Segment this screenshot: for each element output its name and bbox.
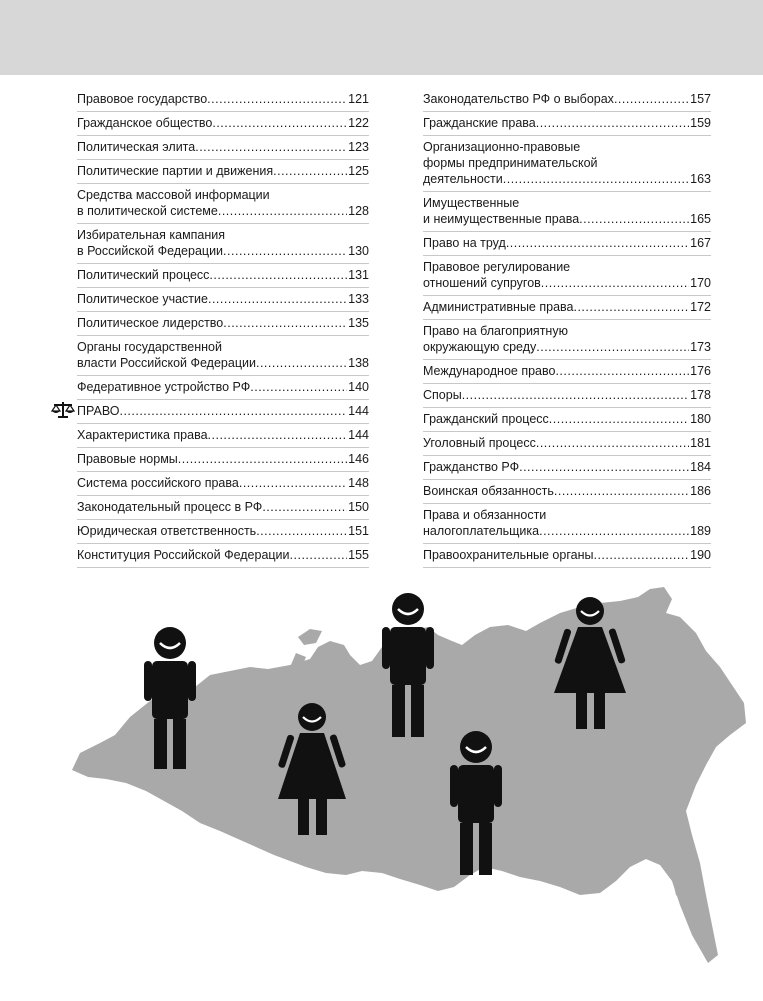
toc-page-number: 170 [690, 276, 711, 290]
toc-entry-title: Права и обязанности [423, 508, 547, 522]
toc-page-number: 150 [348, 500, 369, 514]
scales-icon [51, 401, 75, 419]
toc-entry[interactable] [77, 88, 369, 112]
toc-entry-title: Система российского права [77, 476, 239, 490]
toc-entry-title: Правовые нормы [77, 452, 178, 466]
toc-entry-title: Законодательный процесс в РФ [77, 500, 263, 514]
toc-entry-title: Организационно-правовые [423, 140, 581, 154]
toc-entry-title: Правоохранительные органы [423, 548, 594, 562]
dot-leader [579, 211, 689, 227]
toc-page-number: 121 [348, 92, 369, 106]
dot-leader [536, 115, 689, 131]
toc-page-number: 135 [348, 316, 369, 330]
toc-entry-title: Правовое государство [77, 92, 208, 106]
russia-map-illustration [60, 575, 750, 985]
toc-page-number: 122 [348, 116, 369, 130]
toc-entry-title: Органы государственной [77, 340, 222, 354]
toc-entry[interactable] [423, 456, 711, 480]
toc-entry-title: Законодательство РФ о выборах [423, 92, 614, 106]
toc-entry[interactable] [423, 504, 711, 544]
toc-page-number: 173 [690, 340, 711, 354]
toc-entry-title: отношений супругов [423, 276, 541, 290]
toc-entry[interactable] [423, 432, 711, 456]
dot-leader [209, 267, 347, 283]
toc-entry[interactable] [77, 544, 369, 568]
toc-entry-title: Политический процесс [77, 268, 210, 282]
dot-leader [208, 427, 348, 443]
toc-page-number: 133 [348, 292, 369, 306]
toc-entry-title: Воинская обязанность [423, 484, 554, 498]
toc-entry-title: Юридическая ответственность [77, 524, 257, 538]
toc-entry[interactable] [423, 192, 711, 232]
toc-entry-title: Гражданские права [423, 116, 536, 130]
toc-page-number: 144 [348, 404, 369, 418]
toc-entry[interactable] [423, 544, 711, 568]
toc-entry-title: Уголовный процесс [423, 436, 536, 450]
toc-entry[interactable] [77, 424, 369, 448]
toc-entry-title: Право на труд [423, 236, 506, 250]
toc-page-number: 138 [348, 356, 369, 370]
dot-leader [218, 203, 347, 219]
toc-entry[interactable] [77, 136, 369, 160]
toc-entry-title: Правовое регулирование [423, 260, 571, 274]
toc-entry[interactable] [423, 360, 711, 384]
toc-entry-title: Политическое участие [77, 292, 208, 306]
dot-leader [549, 411, 689, 427]
toc-entry[interactable] [77, 312, 369, 336]
toc-page-number: 165 [690, 212, 711, 226]
toc-page-number: 176 [690, 364, 711, 378]
toc-entry-title: окружающую среду [423, 340, 537, 354]
toc-page-number: 189 [690, 524, 711, 538]
toc-entry-title: Право на благоприятную [423, 324, 568, 338]
toc-entry-title: и неимущественные права [423, 212, 580, 226]
dot-leader [503, 171, 689, 187]
toc-entry[interactable] [423, 256, 711, 296]
toc-entry-title: в Российской Федерации [77, 244, 224, 258]
dot-leader [119, 403, 347, 419]
toc-entry-title: ПРАВО [77, 404, 120, 418]
dot-leader [541, 275, 689, 291]
toc-entry-title: Федеративное устройство РФ [77, 380, 251, 394]
dot-leader [223, 243, 347, 259]
toc-entry[interactable] [77, 112, 369, 136]
toc-page-number: 144 [348, 428, 369, 442]
toc-column-right [423, 88, 711, 568]
toc-entry[interactable] [77, 376, 369, 400]
toc-entry-title: Конституция Российской Федерации [77, 548, 290, 562]
toc-entry[interactable] [77, 184, 369, 224]
toc-entry[interactable] [423, 480, 711, 504]
toc-entry[interactable] [423, 136, 711, 192]
toc-column-left [77, 88, 369, 568]
toc-page-number: 123 [348, 140, 369, 154]
toc-entry[interactable] [423, 320, 711, 360]
toc-entry-title: Международное право [423, 364, 556, 378]
toc-page-number: 130 [348, 244, 369, 258]
toc-entry-title: Гражданское общество [77, 116, 213, 130]
toc-page-number: 163 [690, 172, 711, 186]
toc-page-number: 131 [348, 268, 369, 282]
dot-leader [506, 235, 689, 251]
toc-entry[interactable] [77, 160, 369, 184]
dot-leader [256, 523, 347, 539]
dot-leader [239, 475, 347, 491]
toc-section-heading[interactable] [77, 400, 369, 424]
toc-entry[interactable] [423, 112, 711, 136]
toc-page-number: 172 [690, 300, 711, 314]
dot-leader [290, 547, 348, 563]
toc-page-number: 125 [348, 164, 369, 178]
toc-entry-title: Политические партии и движения [77, 164, 274, 178]
toc-entry[interactable] [77, 288, 369, 312]
dot-leader [262, 499, 347, 515]
toc-entry-title: Характеристика права [77, 428, 208, 442]
toc-entry[interactable] [77, 448, 369, 472]
toc-page-number: 178 [690, 388, 711, 402]
dot-leader [519, 459, 689, 475]
dot-leader [593, 547, 689, 563]
toc-entry-title: формы предпринимательской [423, 156, 598, 170]
header-band [0, 0, 763, 75]
toc-entry[interactable] [423, 88, 711, 112]
toc-page-number: 180 [690, 412, 711, 426]
dot-leader [195, 139, 347, 155]
dot-leader [539, 523, 689, 539]
toc-entry[interactable] [423, 232, 711, 256]
dot-leader [207, 91, 347, 107]
toc-page-number: 184 [690, 460, 711, 474]
dot-leader [250, 379, 347, 395]
toc-page-number: 148 [348, 476, 369, 490]
dot-leader [178, 451, 347, 467]
toc-entry[interactable] [77, 264, 369, 288]
toc-entry-title: Имущественные [423, 196, 520, 210]
toc-page-number: 146 [348, 452, 369, 466]
dot-leader [273, 163, 347, 179]
dot-leader [212, 115, 347, 131]
toc-entry[interactable] [77, 224, 369, 264]
toc-page-number: 167 [690, 236, 711, 250]
toc-entry-title: Гражданство РФ [423, 460, 520, 474]
toc-entry[interactable] [423, 384, 711, 408]
toc-page-number: 181 [690, 436, 711, 450]
dot-leader [462, 387, 689, 403]
toc-entry-title: Избирательная кампания [77, 228, 226, 242]
toc-page-number: 151 [348, 524, 369, 538]
dot-leader [256, 355, 347, 371]
toc-page-number: 159 [690, 116, 711, 130]
dot-leader [555, 363, 689, 379]
dot-leader [614, 91, 689, 107]
toc-entry-title: деятельности [423, 172, 503, 186]
toc-page-number: 157 [690, 92, 711, 106]
dot-leader [536, 339, 689, 355]
toc-entry-title: Споры [423, 388, 462, 402]
toc-page-number: 128 [348, 204, 369, 218]
toc-entry-title: Политическая элита [77, 140, 196, 154]
toc-entry[interactable] [423, 296, 711, 320]
toc-page-number: 155 [348, 548, 369, 562]
toc-entry-title: в политической системе [77, 204, 218, 218]
toc-entry-title: Средства массовой информации [77, 188, 270, 202]
toc-entry-title: Административные права [423, 300, 574, 314]
toc-entry[interactable] [77, 472, 369, 496]
dot-leader [554, 483, 689, 499]
toc-page-number: 140 [348, 380, 369, 394]
toc-entry[interactable] [77, 496, 369, 520]
toc-entry[interactable] [423, 408, 711, 432]
toc-entry[interactable] [77, 520, 369, 544]
toc-entry-title: Гражданский процесс [423, 412, 549, 426]
dot-leader [536, 435, 689, 451]
toc-page-number: 190 [690, 548, 711, 562]
dot-leader [223, 315, 347, 331]
dot-leader [573, 299, 689, 315]
toc-entry-title: власти Российской Федерации [77, 356, 256, 370]
toc-page-number: 186 [690, 484, 711, 498]
toc-entry[interactable] [77, 336, 369, 376]
toc-entry-title: Политическое лидерство [77, 316, 224, 330]
toc-entry-title: налогоплательщика [423, 524, 540, 538]
dot-leader [208, 291, 347, 307]
